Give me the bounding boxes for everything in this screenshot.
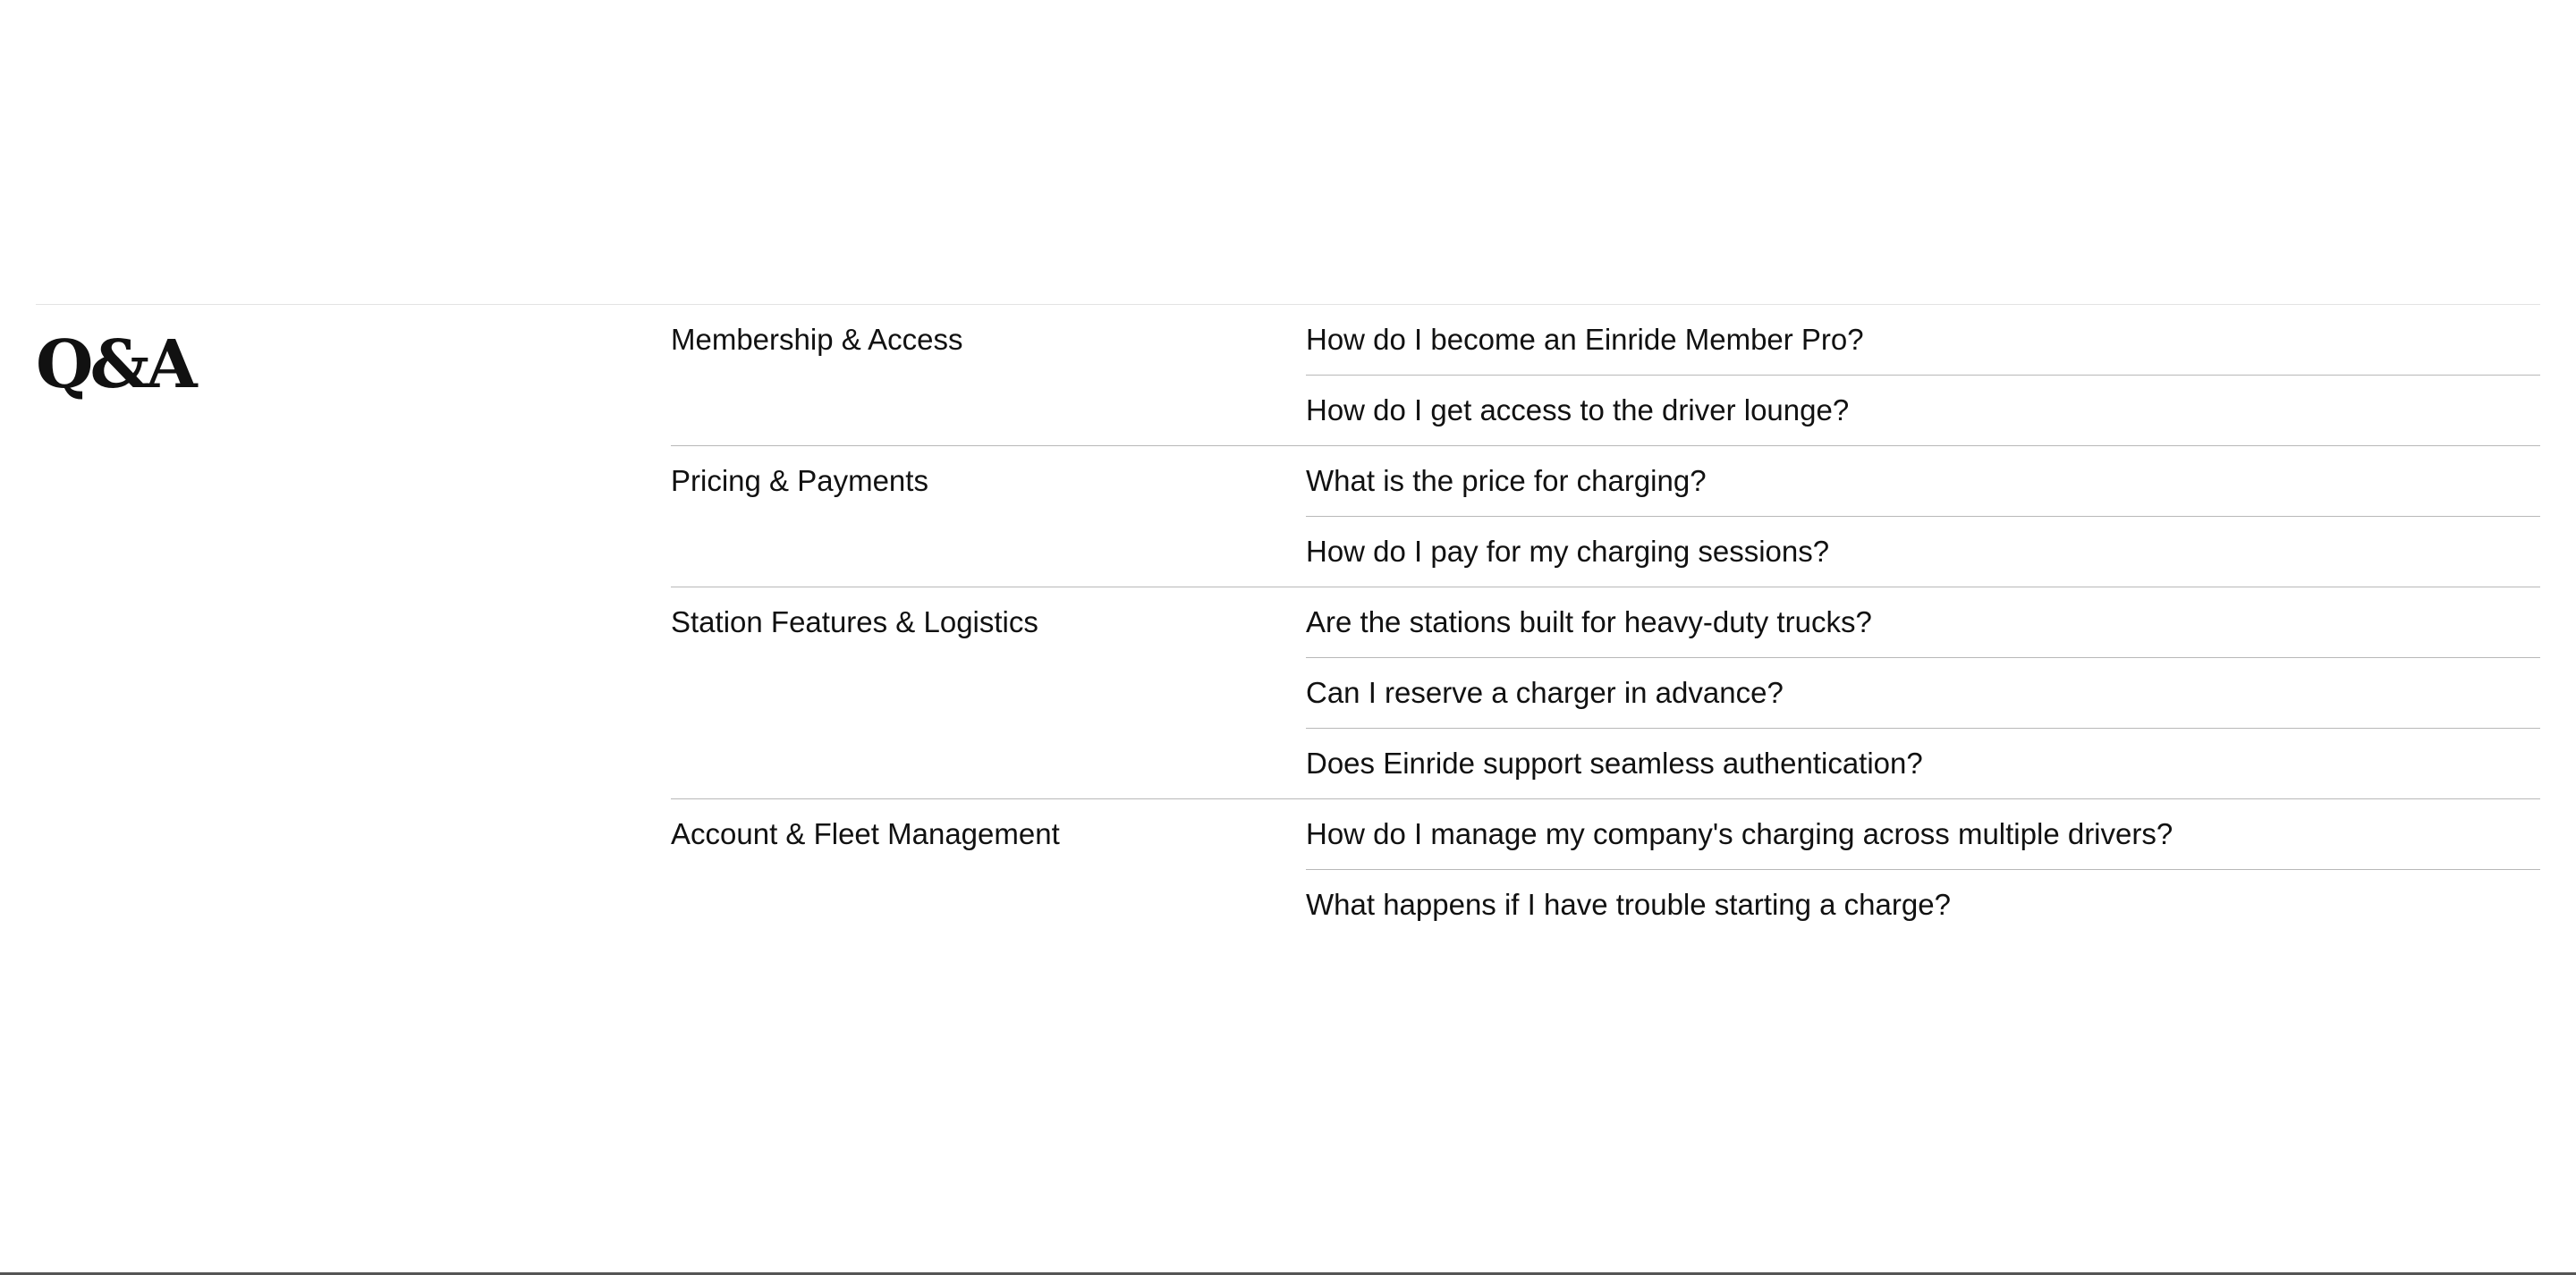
category-label: Account & Fleet Management: [671, 817, 1060, 850]
qa-category-list: [671, 305, 2540, 940]
qa-category-account: [671, 798, 2540, 940]
question-item[interactable]: How do I manage my company's charging across multiple drivers?: [1306, 817, 2174, 850]
question-item[interactable]: Are the stations built for heavy-duty trucks?: [1306, 605, 1872, 638]
category-label: Station Features & Logistics: [671, 605, 1038, 638]
question-list: [1306, 799, 2540, 940]
question-list: [1306, 305, 2540, 445]
qa-section: [36, 304, 2540, 921]
qa-heading: Q&A: [36, 326, 194, 403]
question-item[interactable]: Can I reserve a charger in advance?: [1306, 657, 2540, 728]
qa-category-pricing: [671, 445, 2540, 587]
question-item[interactable]: What is the price for charging?: [1306, 464, 1707, 497]
category-label: Membership & Access: [671, 323, 963, 356]
qa-category-membership: [671, 305, 2540, 445]
question-item[interactable]: How do I become an Einride Member Pro?: [1306, 323, 1864, 356]
question-list: [1306, 587, 2540, 798]
question-item[interactable]: How do I get access to the driver lounge?: [1306, 375, 2540, 445]
category-label: Pricing & Payments: [671, 464, 928, 497]
question-item[interactable]: What happens if I have trouble starting a charge?: [1306, 869, 2540, 940]
question-list: [1306, 446, 2540, 587]
qa-category-station-features: [671, 587, 2540, 798]
question-item[interactable]: Does Einride support seamless authentication?: [1306, 728, 2540, 798]
question-item[interactable]: How do I pay for my charging sessions?: [1306, 516, 2540, 587]
